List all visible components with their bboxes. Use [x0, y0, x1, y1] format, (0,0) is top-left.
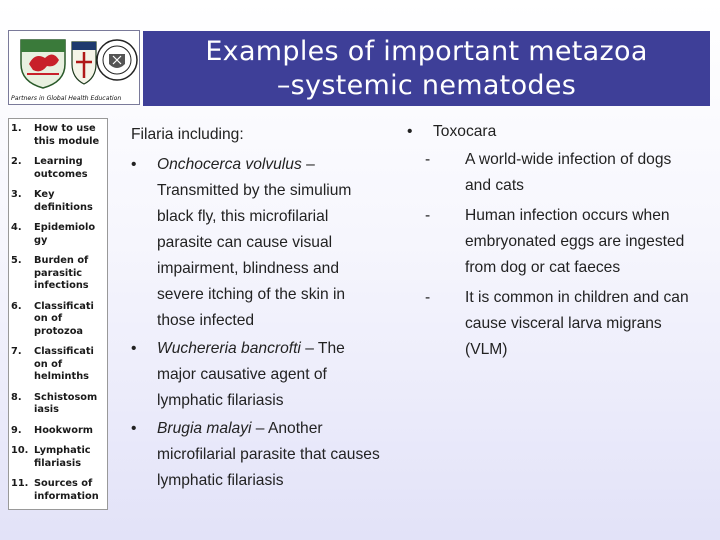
nav-label: Classificati on of helminths: [34, 346, 94, 382]
nav-label: Learning outcomes: [34, 156, 88, 180]
sidebar-item-protozoa[interactable]: [11, 301, 107, 339]
sidebar-item-learning-outcomes[interactable]: [11, 156, 107, 181]
nav-label: How to use this module: [34, 123, 100, 147]
bullet-text: [157, 152, 387, 334]
nav-number: 9.: [11, 424, 22, 436]
sub-list-item: [423, 147, 697, 199]
filaria-intro: Filaria including:: [131, 126, 244, 143]
species-name: Onchocerca volvulus: [157, 156, 302, 173]
title-line-1: Examples of important metazoa: [205, 35, 648, 67]
species-description: – Another microfilarial parasite that causes lymphatic filariasis: [157, 420, 380, 489]
list-item: [131, 416, 387, 494]
module-nav-sidebar: [8, 118, 108, 510]
species-name: Wuchereria bancrofti: [157, 340, 301, 357]
sidebar-item-helminths[interactable]: [11, 346, 107, 384]
bullet-text: [157, 336, 387, 414]
nav-label: Classificati on of protozoa: [34, 300, 94, 337]
toxocara-column: [407, 119, 697, 367]
nav-number: 10.: [11, 445, 29, 456]
nav-label: Burden of parasitic infections: [34, 255, 89, 291]
nav-number: 5.: [11, 255, 22, 266]
nav-number: 4.: [11, 222, 22, 233]
nav-label: Schistosom iasis: [34, 391, 98, 415]
logo-box: [8, 30, 140, 105]
sidebar-item-hookworm[interactable]: [11, 425, 107, 438]
nav-label: Key definitions: [34, 189, 93, 213]
filaria-column: [131, 122, 387, 496]
partners-caption: Partners in Global Health Education: [11, 95, 122, 102]
bullet-text: Toxocara: [433, 123, 497, 140]
dash-icon: -: [425, 207, 431, 224]
nav-number: 3.: [11, 189, 22, 200]
nav-label: Sources of information: [34, 478, 99, 502]
sidebar-item-epidemiology[interactable]: [11, 222, 107, 247]
dash-icon: -: [425, 289, 431, 306]
nav-number: 8.: [11, 391, 22, 403]
sub-list-item: [423, 203, 697, 281]
list-item: [131, 336, 387, 414]
sub-item-text: It is common in children and can cause visceral larva migrans (VLM): [465, 289, 689, 358]
dash-icon: -: [425, 151, 431, 168]
sub-list-item: [423, 285, 697, 363]
nav-label: Lymphatic filariasis: [34, 445, 91, 469]
title-line-2: –systemic nematodes: [276, 69, 577, 101]
bullet-icon: •: [131, 156, 137, 173]
nav-number: 7.: [11, 346, 22, 357]
slide-title: [143, 31, 710, 106]
nav-number: 1.: [11, 123, 22, 134]
species-name: Brugia malayi: [157, 420, 252, 437]
university-seal-icon: [95, 34, 139, 90]
sidebar-item-how-to-use[interactable]: [11, 123, 107, 148]
sidebar-item-lymphatic-filariasis[interactable]: [11, 445, 107, 470]
sidebar-item-sources[interactable]: [11, 478, 107, 503]
list-item: [407, 119, 697, 145]
bullet-text: [157, 416, 387, 494]
species-description: – Transmitted by the simulium black fly, this microfilarial parasite can cause visual impairment, blindness and severe itching of the skin in those infected: [157, 156, 352, 329]
nav-label: Hookworm: [34, 424, 93, 436]
nav-number: 11.: [11, 478, 29, 489]
nav-number: 2.: [11, 156, 22, 167]
bullet-icon: •: [407, 123, 413, 140]
sidebar-item-burden[interactable]: [11, 255, 107, 293]
sub-item-text: A world-wide infection of dogs and cats: [465, 151, 672, 194]
list-item: [131, 152, 387, 334]
bullet-icon: •: [131, 420, 137, 437]
nav-label: Epidemiolo gy: [34, 222, 96, 246]
sidebar-item-schistosomiasis[interactable]: [11, 392, 107, 417]
sidebar-item-key-definitions[interactable]: [11, 189, 107, 214]
nav-number: 6.: [11, 300, 22, 312]
bullet-icon: •: [131, 340, 137, 357]
welsh-crest-icon: [15, 34, 71, 90]
species-description: – The major causative agent of lymphatic filariasis: [157, 340, 345, 409]
sub-item-text: Human infection occurs when embryonated eggs are ingested from dog or cat faeces: [465, 207, 685, 276]
